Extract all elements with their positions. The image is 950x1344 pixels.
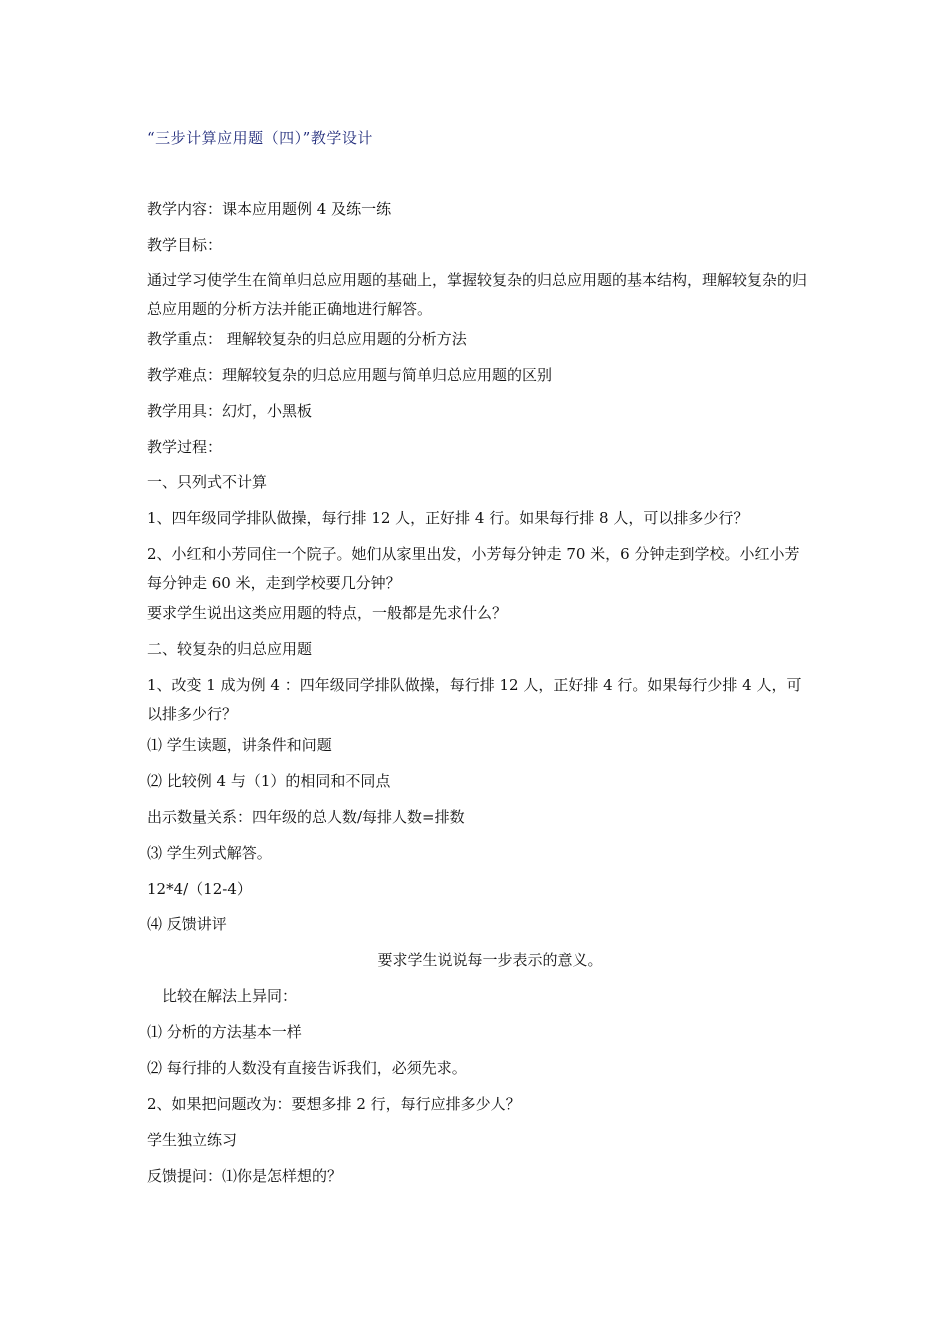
paragraph: 教学重点： 理解较复杂的归总应用题的分析方法 (147, 330, 467, 348)
paragraph: 要求学生说出这类应用题的特点，一般都是先求什么？ (147, 604, 508, 622)
paragraph: 教学难点：理解较复杂的归总应用题与简单归总应用题的区别 (147, 366, 553, 384)
list-item: ⑶ 学生列式解答。 (147, 844, 272, 862)
formula: 12*4/（12-4） (147, 880, 252, 898)
paragraph: 出示数量关系：四年级的总人数/每排人数=排数 (147, 808, 465, 826)
paragraph: 通过学习使学生在简单归总应用题的基础上，掌握较复杂的归总应用题的基本结构，理解较复杂的归总应用题的分析方法并能正确地进行解答。 (147, 271, 808, 318)
list-item: ⑷ 反馈讲评 (147, 915, 227, 933)
paragraph: 1、改变 1 成为例 4 ：四年级同学排队做操，每行排 12 人，正好排 4 行。如果每行少排 4 人，可以排多少行？ (147, 676, 802, 723)
list-item: ⑴ 学生读题，讲条件和问题 (147, 736, 332, 754)
paragraph: 2、小红和小芳同住一个院子。她们从家里出发，小芳每分钟走 70 米，6 分钟走到学校。小红小芳每分钟走 60 米，走到学校要几分钟？ (147, 545, 800, 592)
paragraph: 教学内容：课本应用题例 4 及练一练 (147, 200, 392, 218)
paragraph: 反馈提问：⑴你是怎样想的？ (147, 1167, 343, 1185)
list-item: ⑵ 每行排的人数没有直接告诉我们，必须先求。 (147, 1059, 467, 1077)
list-item: ⑴ 分析的方法基本一样 (147, 1023, 302, 1041)
paragraph: 2、如果把问题改为：要想多排 2 行，每行应排多少人？ (147, 1095, 521, 1113)
paragraph: 1、四年级同学排队做操，每行排 12 人，正好排 4 行。如果每行排 8 人，可以排多少行？ (147, 509, 749, 527)
paragraph: 教学过程： (147, 438, 223, 456)
paragraph: 教学用具：幻灯，小黑板 (147, 402, 313, 420)
list-item: ⑵ 比较例 4 与（1）的相同和不同点 (147, 772, 391, 790)
document-title: “三步计算应用题（四）”教学设计 (147, 129, 373, 147)
paragraph: 比较在解法上异同： (162, 987, 298, 1005)
section-heading: 一、只列式不计算 (147, 473, 268, 491)
section-heading: 二、较复杂的归总应用题 (147, 640, 313, 658)
paragraph: 学生独立练习 (147, 1131, 238, 1149)
paragraph: 要求学生说说每一步表示的意义。 (377, 951, 603, 969)
paragraph: 教学目标： (147, 236, 223, 254)
